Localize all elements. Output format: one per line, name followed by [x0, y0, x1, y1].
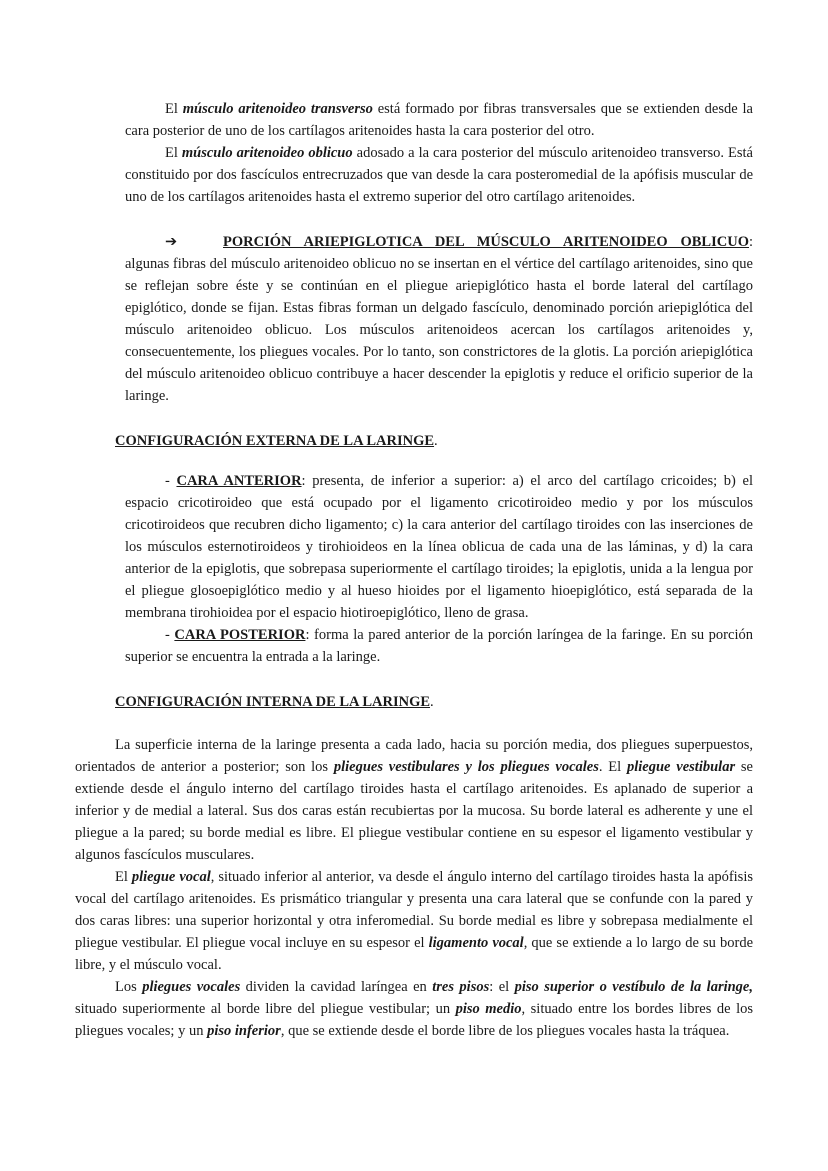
text: .: [430, 694, 434, 710]
term: pliegues vocales: [142, 979, 241, 995]
text: El: [165, 145, 182, 161]
porcion-text: algunas fibras del músculo aritenoideo oblicuo no se insertan en el vértice del cartílago aritenoides, sino que se reflejan sobre éste y se continúan en el pliegue ariepiglótico hasta el borde lateral del cartílago epiglótico, donde se fijan. Estas fibras forman un delgado fascículo, denominado porción ariepiglótica del músculo aritenoideo oblicuo. Los músculos aritenoideos acercan los cartílagos aritenoides y, consecuentemente, los pliegues vocales. Por lo tanto, son constrictores de la glotis. La porción ariepiglótica del músculo aritenoideo oblicuo contribuye a hacer descender la epiglotis y reduce el orificio superior de la laringe.: [125, 256, 753, 404]
paragraph-pisos: [75, 976, 753, 1042]
paragraph-pliegues: [75, 734, 753, 866]
heading-externa: [115, 430, 753, 452]
text: : forma la pared anterior de la porción laríngea de la faringe. En su porción superior se encuentra la entrada a la laringe.: [125, 627, 753, 665]
text: La superficie interna de la laringe presenta a cada lado, hacia su porción media, dos pliegues superpuestos, orientados de anterior a posterior; son los: [75, 737, 753, 775]
text: adosado a la cara posterior del músculo aritenoideo transverso. Está constituido por dos fascículos entrecruzados que van desde la cara posteromedial de la apófisis muscular de uno de los cartílagos aritenoides hasta el extremo superior del otro cartílago aritenoides.: [125, 145, 753, 205]
term: pliegues vestibulares y los pliegues vocales: [333, 759, 599, 775]
text: El: [115, 869, 132, 885]
text: -: [165, 473, 177, 489]
text: , que se extiende a lo largo de su borde libre, y el músculo vocal.: [75, 935, 754, 973]
text: situado superiormente al borde libre del pliegue vestibular; un: [75, 1001, 456, 1017]
externa-paragraphs: [125, 470, 753, 668]
section-heading-porcion: PORCIÓN ARIEPIGLOTICA DEL MÚSCULO ARITENOIDEO OBLICUO: [223, 234, 749, 250]
text: -: [165, 627, 175, 643]
subheading-cara-anterior: CARA ANTERIOR: [176, 473, 302, 489]
term: pliegue vocal: [131, 869, 211, 885]
aritenoideo-paragraphs: [125, 98, 753, 208]
text: . El: [598, 759, 627, 775]
text: , que se extiende desde el borde libre de los pliegues vocales hasta la tráquea.: [280, 1023, 730, 1039]
porcion-paragraph: [125, 231, 753, 407]
arrow-icon: ➔: [165, 234, 178, 250]
text: , situado inferior al anterior, va desde el ángulo interno del cartílago tiroides hasta la apófisis vocal del cartílago aritenoides. Es prismático triangular y presenta una cara lateral que se confunde con la pared y dos caras libres: una superior horizontal y otra inferomedial. Su borde medial es libre y sobrepasa medialmente el pliegue vestibular. El pliegue vocal incluye en su espesor el: [75, 869, 753, 951]
section-porcion-ariepiglotica: [125, 231, 753, 407]
text: , situado entre los bordes libres de los pliegues vocales; y un: [75, 1001, 754, 1039]
heading-interna: [115, 691, 753, 713]
paragraph-cara-anterior: [125, 470, 753, 624]
term: piso medio: [455, 1001, 522, 1017]
text: dividen la cavidad laríngea en: [240, 979, 433, 995]
text: El: [165, 101, 183, 117]
term-oblicuo: músculo aritenoideo oblicuo: [181, 145, 353, 161]
text: : presenta, de inferior a superior: a) el arco del cartílago cricoides; b) el espacio cricotiroideo que está ocupado por el ligamento cricotiroideo medio y por los músculos cricotiroideos que recubren dicho ligamento; c) la cara anterior del cartílago tiroides con las inserciones de los músculos esternotiroideos y tirohioideos en la línea oblicua de cada una de las láminas, y d) la cara anterior de la epiglotis, que sobrepasa superiormente el cartílago tiroides; la epiglotis, unida a la lengua por el pliegue glosoepiglótico medio y al hueso hioides por el ligamento hioepiglótico, está separada de la membrana tirohioidea por el espacio hiotiroepiglótico, lleno de grasa.: [125, 473, 753, 621]
section-heading-externa: CONFIGURACIÓN EXTERNA DE LA LARINGE: [115, 433, 435, 449]
term-transverso: músculo aritenoideo transverso: [182, 101, 373, 117]
section-heading-interna: CONFIGURACIÓN INTERNA DE LA LARINGE: [115, 694, 431, 710]
paragraph-transverso: [125, 98, 753, 142]
subheading-cara-posterior: CARA POSTERIOR: [174, 627, 306, 643]
text: .: [434, 433, 438, 449]
text: se extiende desde el ángulo interno del cartílago tiroides hasta el cartílago aritenoides. Es aplanado de superior a inferior y de medial a lateral. Sus dos caras están recubiertas por la mucosa. Su borde lateral es adherente y une el pliegue a la pared; su borde medial es libre. El pliegue vestibular contiene en su espesor el ligamento vestibular y algunos fascículos musculares.: [75, 759, 753, 863]
term: tres pisos: [432, 979, 490, 995]
text: :: [748, 234, 753, 250]
text: : el: [489, 979, 515, 995]
paragraph-pliegue-vocal: [75, 866, 753, 976]
term: piso superior o vestíbulo de la laringe,: [514, 979, 753, 995]
text: Los: [115, 979, 143, 995]
term: piso inferior: [207, 1023, 281, 1039]
term: ligamento vocal: [428, 935, 524, 951]
paragraph-oblicuo: [125, 142, 753, 208]
interna-paragraphs: [75, 734, 753, 1042]
term: pliegue vestibular: [627, 759, 736, 775]
paragraph-cara-posterior: [125, 624, 753, 668]
text: está formado por fibras transversales que se extienden desde la cara posterior de uno de los cartílagos aritenoides hasta la cara posterior del otro.: [125, 101, 753, 139]
